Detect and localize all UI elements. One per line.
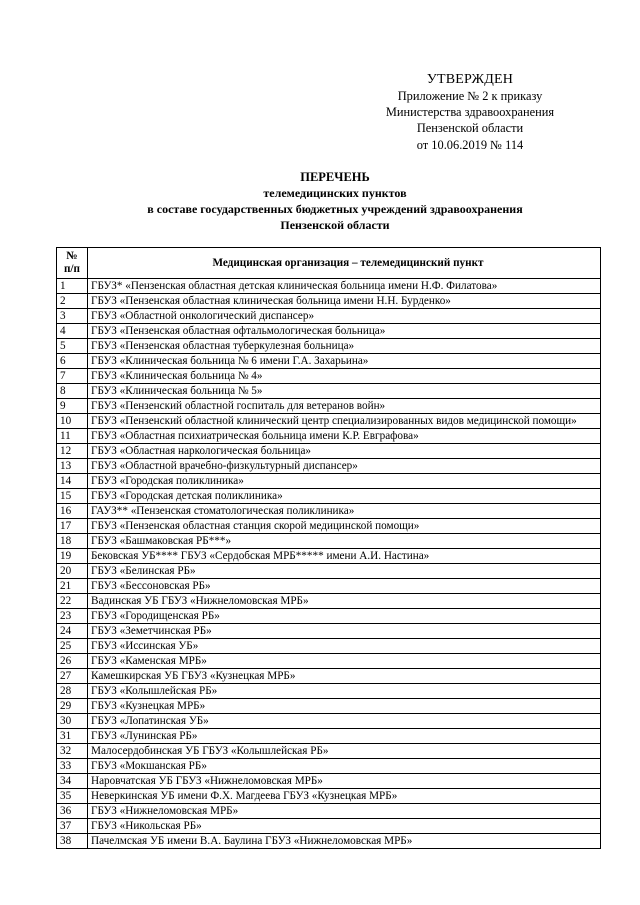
row-organization: Камешкирская УБ ГБУЗ «Кузнецкая МРБ» <box>88 669 601 684</box>
row-number: 1 <box>57 279 88 294</box>
row-number: 15 <box>57 489 88 504</box>
row-number: 12 <box>57 444 88 459</box>
table-row <box>57 429 601 444</box>
row-number: 2 <box>57 294 88 309</box>
table-row <box>57 489 601 504</box>
row-number: 28 <box>57 684 88 699</box>
table-row <box>57 294 601 309</box>
table-row <box>57 594 601 609</box>
row-number: 38 <box>57 834 88 849</box>
row-organization: Вадинская УБ ГБУЗ «Нижнеломовская МРБ» <box>88 594 601 609</box>
row-number: 8 <box>57 384 88 399</box>
row-number: 24 <box>57 624 88 639</box>
row-organization: ГБУЗ «Пензенский областной госпиталь для ветеранов войн» <box>88 399 601 414</box>
telemedicine-points-table <box>56 247 601 849</box>
heading-title: ПЕРЕЧЕНЬ <box>300 170 370 184</box>
table-row <box>57 624 601 639</box>
table-row <box>57 669 601 684</box>
table-row <box>57 324 601 339</box>
row-organization: ГБУЗ* «Пензенская областная детская клиническая больница имени Н.Ф. Филатова» <box>88 279 601 294</box>
row-organization: Малосердобинская УБ ГБУЗ «Колышлейская РБ» <box>88 744 601 759</box>
row-organization: ГБУЗ «Никольская РБ» <box>88 819 601 834</box>
row-number: 36 <box>57 804 88 819</box>
row-organization: ГБУЗ «Иссинская УБ» <box>88 639 601 654</box>
table-row <box>57 339 601 354</box>
table-row <box>57 744 601 759</box>
row-organization: ГБУЗ «Клиническая больница № 4» <box>88 369 601 384</box>
table-row <box>57 279 601 294</box>
table-row <box>57 699 601 714</box>
document-heading <box>80 169 590 233</box>
table-row <box>57 519 601 534</box>
table-row <box>57 774 601 789</box>
row-organization: ГБУЗ «Областная наркологическая больница» <box>88 444 601 459</box>
row-organization: Бековская УБ**** ГБУЗ «Сердобская МРБ***** имени А.И. Настина» <box>88 549 601 564</box>
row-number: 26 <box>57 654 88 669</box>
table-row <box>57 609 601 624</box>
row-number: 16 <box>57 504 88 519</box>
row-number: 18 <box>57 534 88 549</box>
table-row <box>57 579 601 594</box>
row-number: 19 <box>57 549 88 564</box>
approval-block <box>360 72 580 153</box>
table-row <box>57 474 601 489</box>
row-number: 17 <box>57 519 88 534</box>
row-number: 4 <box>57 324 88 339</box>
heading-line-1: телемедицинских пунктов <box>263 186 407 200</box>
table-row <box>57 369 601 384</box>
row-number: 9 <box>57 399 88 414</box>
approval-line-ministry: Министерства здравоохранения <box>385 105 555 120</box>
row-organization: ГБУЗ «Мокшанская РБ» <box>88 759 601 774</box>
row-organization: ГБУЗ «Пензенская областная клиническая больница имени Н.Н. Бурденко» <box>88 294 601 309</box>
table-row <box>57 444 601 459</box>
table-header-row <box>57 248 601 279</box>
row-organization: Наровчатская УБ ГБУЗ «Нижнеломовская МРБ» <box>88 774 601 789</box>
table-row <box>57 459 601 474</box>
table-row <box>57 354 601 369</box>
row-number: 10 <box>57 414 88 429</box>
row-number: 22 <box>57 594 88 609</box>
row-number: 34 <box>57 774 88 789</box>
row-number: 37 <box>57 819 88 834</box>
row-organization: ГБУЗ «Нижнеломовская МРБ» <box>88 804 601 819</box>
row-number: 3 <box>57 309 88 324</box>
approval-line-order-date: от 10.06.2019 № 114 <box>416 137 524 152</box>
row-organization: ГБУЗ «Городская детская поликлиника» <box>88 489 601 504</box>
table-row <box>57 564 601 579</box>
column-header-number <box>57 248 88 279</box>
table-row <box>57 549 601 564</box>
table-row <box>57 684 601 699</box>
row-organization: Пачелмская УБ имени В.А. Баулина ГБУЗ «Нижнеломовская МРБ» <box>88 834 601 849</box>
table-row <box>57 534 601 549</box>
row-organization: ГБУЗ «Пензенский областной клинический центр специализированных видов медицинской помощи» <box>88 414 601 429</box>
row-number: 29 <box>57 699 88 714</box>
row-number: 25 <box>57 639 88 654</box>
table-row <box>57 819 601 834</box>
row-number: 35 <box>57 789 88 804</box>
table-row <box>57 399 601 414</box>
row-number: 30 <box>57 714 88 729</box>
row-organization: ГБУЗ «Лунинская РБ» <box>88 729 601 744</box>
row-organization: ГБУЗ «Областной онкологический диспансер» <box>88 309 601 324</box>
column-header-number-label: п/п <box>63 263 80 275</box>
table-row <box>57 714 601 729</box>
row-organization: ГБУЗ «Пензенская областная офтальмологическая больница» <box>88 324 601 339</box>
row-number: 32 <box>57 744 88 759</box>
row-organization: ГБУЗ «Областной врачебно-физкультурный диспансер» <box>88 459 601 474</box>
row-organization: ГБУЗ «Белинская РБ» <box>88 564 601 579</box>
row-organization: ГБУЗ «Городская поликлиника» <box>88 474 601 489</box>
approval-title: УТВЕРЖДЕН <box>426 72 514 87</box>
table-row <box>57 789 601 804</box>
table-row <box>57 384 601 399</box>
row-organization: Неверкинская УБ имени Ф.Х. Магдеева ГБУЗ «Кузнецкая МРБ» <box>88 789 601 804</box>
heading-line-2: в составе государственных бюджетных учреждений здравоохранения <box>147 202 523 216</box>
table-row <box>57 654 601 669</box>
approval-line-appendix: Приложение № 2 к приказу <box>397 89 543 103</box>
row-number: 21 <box>57 579 88 594</box>
row-number: 31 <box>57 729 88 744</box>
row-organization: ГБУЗ «Колышлейская РБ» <box>88 684 601 699</box>
row-organization: ГБУЗ «Лопатинская УБ» <box>88 714 601 729</box>
table-row <box>57 834 601 849</box>
table-row <box>57 309 601 324</box>
approval-line-region: Пензенской области <box>416 121 524 136</box>
row-organization: ГБУЗ «Каменская МРБ» <box>88 654 601 669</box>
row-organization: ГБУЗ «Кузнецкая МРБ» <box>88 699 601 714</box>
column-header-number-symbol: № <box>66 250 78 262</box>
row-organization: ГБУЗ «Пензенская областная станция скорой медицинской помощи» <box>88 519 601 534</box>
row-number: 5 <box>57 339 88 354</box>
row-organization: ГАУЗ** «Пензенская стоматологическая поликлиника» <box>88 504 601 519</box>
table-row <box>57 759 601 774</box>
table-row <box>57 729 601 744</box>
row-number: 14 <box>57 474 88 489</box>
table-row <box>57 504 601 519</box>
row-number: 33 <box>57 759 88 774</box>
table-row <box>57 804 601 819</box>
row-number: 7 <box>57 369 88 384</box>
row-number: 11 <box>57 429 88 444</box>
row-organization: ГБУЗ «Городищенская РБ» <box>88 609 601 624</box>
column-header-organization: Медицинская организация – телемедицинский пункт <box>88 248 601 279</box>
row-organization: ГБУЗ «Клиническая больница № 6 имени Г.А. Захарьина» <box>88 354 601 369</box>
heading-line-3: Пензенской области <box>280 218 390 232</box>
row-number: 20 <box>57 564 88 579</box>
row-number: 23 <box>57 609 88 624</box>
row-organization: ГБУЗ «Башмаковская РБ***» <box>88 534 601 549</box>
table-row <box>57 414 601 429</box>
row-number: 13 <box>57 459 88 474</box>
row-organization: ГБУЗ «Земетчинская РБ» <box>88 624 601 639</box>
table-row <box>57 639 601 654</box>
row-number: 27 <box>57 669 88 684</box>
row-number: 6 <box>57 354 88 369</box>
row-organization: ГБУЗ «Областная психиатрическая больница имени К.Р. Евграфова» <box>88 429 601 444</box>
row-organization: ГБУЗ «Пензенская областная туберкулезная больница» <box>88 339 601 354</box>
row-organization: ГБУЗ «Бессоновская РБ» <box>88 579 601 594</box>
row-organization: ГБУЗ «Клиническая больница № 5» <box>88 384 601 399</box>
